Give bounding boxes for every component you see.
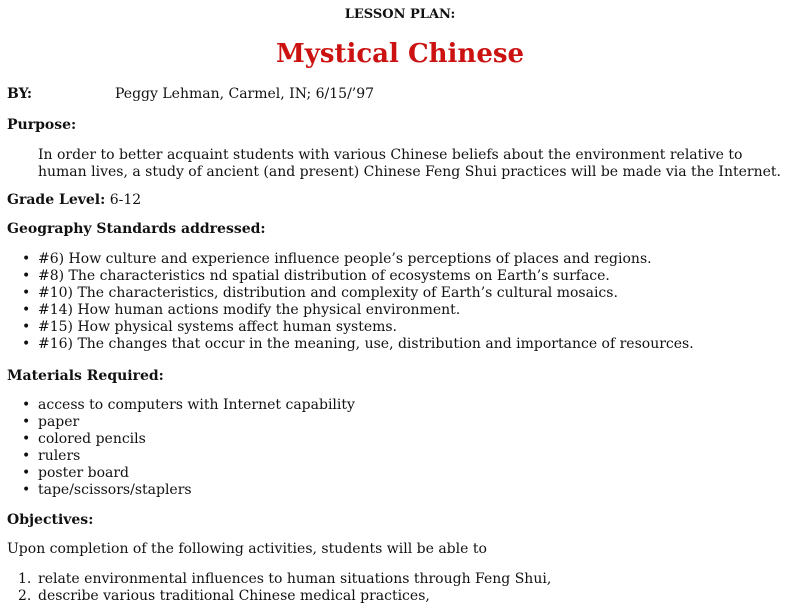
list-item: • #15) How physical systems affect human systems. [38, 319, 793, 336]
purpose-paragraph [38, 147, 793, 181]
materials-heading: Materials Required: [7, 368, 164, 384]
list-item-text: describe various traditional Chinese medical practices, [38, 588, 430, 604]
purpose-heading: Purpose: [7, 117, 77, 133]
list-item-text: relate environmental influences to human situations through Feng Shui, [38, 571, 552, 587]
grade-level [7, 192, 141, 209]
list-item: • #16) The changes that occur in the meaning, use, distribution and importance of resources. [38, 336, 793, 353]
purpose-line: In order to better acquaint students with various Chinese beliefs about the environment relative to [38, 147, 743, 163]
byline-value: Peggy Lehman, Carmel, IN; 6/15/’97 [115, 86, 375, 102]
purpose-line: human lives, a study of ancient (and present) Chinese Feng Shui practices will be made via the Internet. [38, 164, 781, 180]
lesson-plan-kicker: LESSON PLAN: [344, 7, 456, 22]
grade-level-label: Grade Level: [7, 192, 106, 208]
grade-level-value: 6-12 [109, 192, 142, 208]
list-item [18, 588, 793, 605]
list-item: • #10) The characteristics, distribution and complexity of Earth’s cultural mosaics. [38, 285, 793, 302]
list-item: • poster board [38, 465, 793, 482]
standards-list [0, 251, 793, 353]
list-item-number: 2. [18, 588, 32, 604]
list-item: • rulers [38, 448, 793, 465]
objectives-heading: Objectives: [7, 512, 94, 528]
list-item: • #14) How human actions modify the physical environment. [38, 302, 793, 319]
standards-heading: Geography Standards addressed: [7, 221, 266, 237]
byline [7, 86, 793, 103]
list-item: • #8) The characteristics nd spatial distribution of ecosystems on Earth’s surface. [38, 268, 793, 285]
list-item: • #6) How culture and experience influence people’s perceptions of places and regions. [38, 251, 793, 268]
list-item: • access to computers with Internet capability [38, 397, 793, 414]
list-item [18, 571, 793, 588]
materials-list [0, 397, 793, 499]
byline-label: BY: [7, 86, 33, 102]
list-item: • tape/scissors/staplers [38, 482, 793, 499]
objectives-intro: Upon completion of the following activities, students will be able to [7, 541, 487, 557]
list-item: • paper [38, 414, 793, 431]
page-title: Mystical Chinese [275, 39, 525, 69]
list-item-number: 1. [18, 571, 32, 587]
list-item: • colored pencils [38, 431, 793, 448]
